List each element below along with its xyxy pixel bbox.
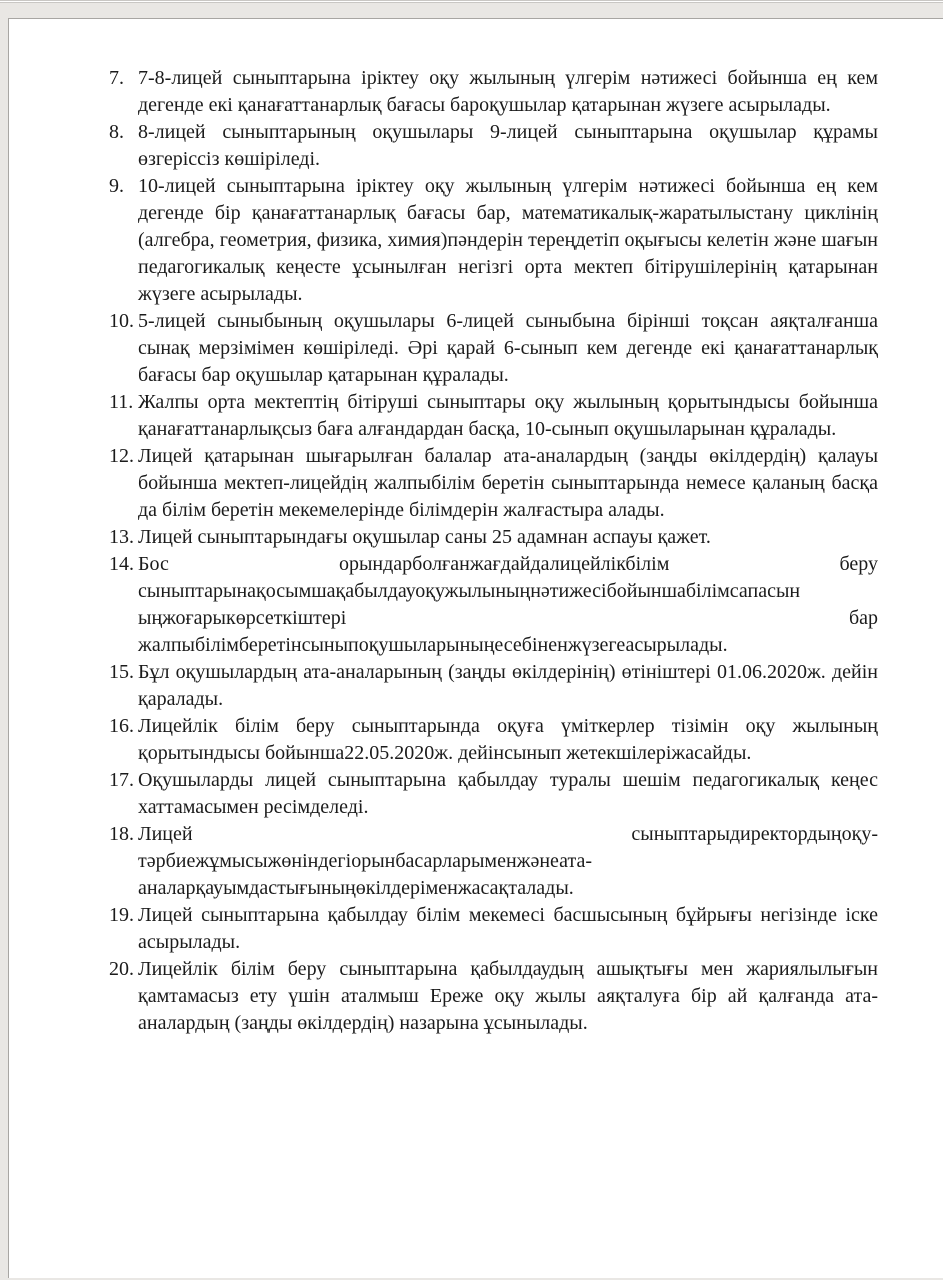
list-item <box>109 821 878 902</box>
list-item-number: 13. <box>109 526 134 548</box>
list-item-text: Лицей сыныптарына қабылдау білім мекемесі басшысының бұйрығы негізінде іске асырылады. <box>138 904 878 953</box>
list-item-number: 15. <box>109 661 134 683</box>
list-item-text: Лицей сыныптарыдиректордыңоқу-тәрбиежұмысыжөніндегіорынбасарларыменжәнеата-аналарқауымдастығыныңөкілдеріменжасақталады. <box>138 823 878 899</box>
list-item <box>109 119 878 173</box>
list-item-number: 19. <box>109 904 134 926</box>
list-item <box>109 524 878 551</box>
list-item-text: 8-лицей сыныптарының оқушылары 9-лицей сыныптарына оқушылар құрамы өзгеріссіз көшіріледі. <box>138 121 878 170</box>
list-item <box>109 956 878 1037</box>
list-item <box>109 713 878 767</box>
list-item-text: Лицей қатарынан шығарылған балалар ата-аналардың (заңды өкілдердің) қалауы бойынша мектеп-лицейдің жалпыбілім беретін сыныптарында немесе қаланың басқа да білім беретін мекемелерінде білімдерін жалғастыра алады. <box>138 445 878 521</box>
list-item-number: 20. <box>109 958 134 980</box>
list-item-text: Бұл оқушылардың ата-аналарының (заңды өкілдерінің) өтініштері 01.06.2020ж. дейін қаралады. <box>138 661 878 710</box>
list-item <box>109 551 878 659</box>
list-item-number: 9. <box>109 175 124 197</box>
list-item <box>109 308 878 389</box>
list-item <box>109 443 878 524</box>
list-item <box>109 902 878 956</box>
list-item-text: Жалпы орта мектептің бітіруші сыныптары оқу жылының қорытындысы бойынша қанағаттанарлықсыз баға алғандардан басқа, 10-сынып оқушыларынан құралады. <box>138 391 878 440</box>
list-item-text: Бос орындарболғанжағдайдалицейлікбілім беру сыныптарынақосымшақабылдауоқужылыныңнәтижесібойыншабілімсапасын ыңжоғарыкөрсеткіштері бар жалпыбілімберетінсыныпоқушыларыныңесебіненжүзегеасырылады. <box>138 553 878 656</box>
list-item-number: 14. <box>109 553 134 575</box>
list-item-text: 5-лицей сыныбының оқушылары 6-лицей сыныбына бірінші тоқсан аяқталғанша сынақ мерзімімен көшіріледі. Әрі қарай 6-сынып кем дегенде екі қанағаттанарлық бағасы бар оқушылар қатарынан құралады. <box>138 310 878 386</box>
list-item-number: 18. <box>109 823 134 845</box>
list-item <box>109 389 878 443</box>
page-gap <box>0 3 943 18</box>
numbered-list <box>109 65 878 1037</box>
list-item-number: 16. <box>109 715 134 737</box>
list-item-text: Лицейлік білім беру сыныптарына қабылдаудың ашықтығы мен жариялылығын қамтамасыз ету үшін аталмыш Ереже оқу жылы аяқталуға бір ай қалғанда ата-аналардың (заңды өкілдердің) назарына ұсынылады. <box>138 958 878 1034</box>
list-item <box>109 767 878 821</box>
list-item <box>109 659 878 713</box>
list-item-number: 11. <box>109 391 134 413</box>
list-item-number: 7. <box>109 67 124 89</box>
list-item <box>109 65 878 119</box>
list-item-text: Оқушыларды лицей сыныптарына қабылдау туралы шешім педагогикалық кеңес хаттамасымен ресімделеді. <box>138 769 878 818</box>
list-item <box>109 173 878 308</box>
list-item-number: 10. <box>109 310 134 332</box>
list-item-number: 8. <box>109 121 124 143</box>
list-item-text: Лицейлік білім беру сыныптарында оқуға үміткерлер тізімін оқу жылының қорытындысы бойынша22.05.2020ж. дейінсынып жетекшілеріжасайды. <box>138 715 878 764</box>
list-item-text: 10-лицей сыныптарына іріктеу оқу жылының үлгерім нәтижесі бойынша ең кем дегенде бір қанағаттанарлық бағасы бар, математикалық-жаратылыстану циклінің (алгебра, геометрия, физика, химия)пәндерін тереңдетіп оқығысы келетін және шағын педагогикалық кеңесте ұсынылған негізгі орта мектеп бітірушілерінің қатарынан жүзеге асырылады. <box>138 175 878 305</box>
list-item-text: 7-8-лицей сыныптарына іріктеу оқу жылының үлгерім нәтижесі бойынша ең кем дегенде екі қанағаттанарлық бағасы бароқушылар қатарынан жүзеге асырылады. <box>138 67 878 116</box>
list-item-number: 17. <box>109 769 134 791</box>
document-page <box>8 18 943 1278</box>
list-item-number: 12. <box>109 445 134 467</box>
list-item-text: Лицей сыныптарындағы оқушылар саны 25 адамнан аспауы қажет. <box>138 526 711 548</box>
